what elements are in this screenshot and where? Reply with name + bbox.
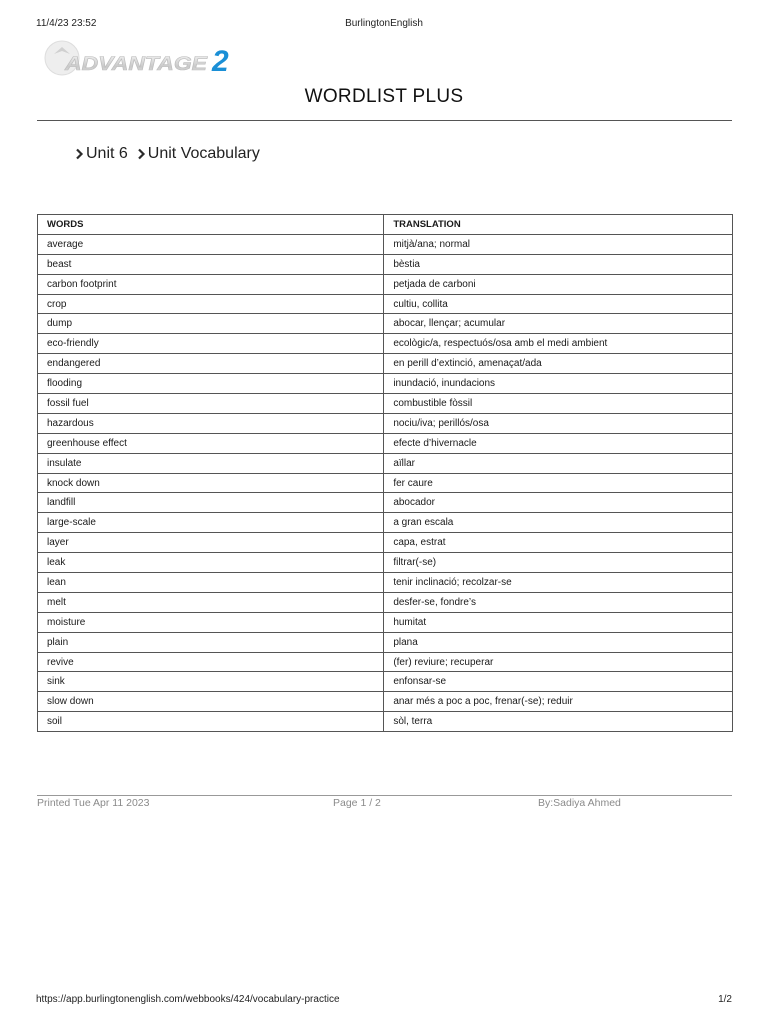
word-cell: leak [38, 553, 384, 573]
column-header-words: WORDS [38, 215, 384, 235]
translation-cell: filtrar(-se) [384, 553, 733, 573]
page-indicator: Page 1 / 2 [333, 797, 381, 809]
word-cell: melt [38, 592, 384, 612]
chevron-right-icon [136, 147, 146, 161]
translation-cell: fer caure [384, 473, 733, 493]
translation-cell: a gran escala [384, 513, 733, 533]
table-body [38, 234, 733, 731]
table-row [38, 652, 733, 672]
word-cell: endangered [38, 354, 384, 374]
word-cell: layer [38, 533, 384, 553]
breadcrumb [74, 145, 268, 163]
translation-cell: (fer) reviure; recuperar [384, 652, 733, 672]
translation-cell: inundació, inundacions [384, 374, 733, 394]
page-count: 1/2 [718, 994, 732, 1005]
table-row [38, 433, 733, 453]
print-url-bar [36, 994, 732, 1008]
table-row [38, 394, 733, 414]
translation-cell: nociu/iva; perillós/osa [384, 413, 733, 433]
word-cell: large-scale [38, 513, 384, 533]
table-header-row [38, 215, 733, 235]
translation-cell: sòl, terra [384, 712, 733, 732]
table-row [38, 294, 733, 314]
translation-cell: efecte d’hivernacle [384, 433, 733, 453]
table-row [38, 712, 733, 732]
table-row [38, 513, 733, 533]
table-row [38, 334, 733, 354]
breadcrumb-item-vocabulary[interactable] [136, 145, 260, 163]
word-cell: landfill [38, 493, 384, 513]
translation-cell: abocar, llençar; acumular [384, 314, 733, 334]
printed-date: Printed Tue Apr 11 2023 [37, 797, 150, 809]
page-url: https://app.burlingtonenglish.com/webbooks/424/vocabulary-practice [36, 994, 340, 1005]
table-row [38, 592, 733, 612]
word-cell: average [38, 234, 384, 254]
table-row [38, 413, 733, 433]
word-cell: moisture [38, 612, 384, 632]
table-row [38, 553, 733, 573]
word-cell: hazardous [38, 413, 384, 433]
logo-number: 2 [212, 45, 229, 78]
translation-cell: enfonsar-se [384, 672, 733, 692]
word-cell: dump [38, 314, 384, 334]
breadcrumb-item-unit[interactable] [74, 145, 128, 163]
word-cell: lean [38, 573, 384, 593]
translation-cell: capa, estrat [384, 533, 733, 553]
word-cell: crop [38, 294, 384, 314]
logo-text: ADVANTAGE [63, 54, 209, 75]
title-divider [37, 120, 732, 121]
footer-divider [37, 795, 732, 796]
page-title: WORDLIST PLUS [304, 86, 464, 107]
printed-by: By:Sadiya Ahmed [538, 797, 621, 809]
table-row [38, 473, 733, 493]
translation-cell: cultiu, collita [384, 294, 733, 314]
translation-cell: anar més a poc a poc, frenar(-se); reduir [384, 692, 733, 712]
table-row [38, 274, 733, 294]
translation-cell: petjada de carboni [384, 274, 733, 294]
table-row [38, 314, 733, 334]
word-cell: flooding [38, 374, 384, 394]
table-row [38, 234, 733, 254]
translation-cell: tenir inclinació; recolzar-se [384, 573, 733, 593]
word-cell: sink [38, 672, 384, 692]
word-cell: slow down [38, 692, 384, 712]
word-cell: insulate [38, 453, 384, 473]
translation-cell: bèstia [384, 254, 733, 274]
table-row [38, 493, 733, 513]
table-row [38, 632, 733, 652]
table-row [38, 453, 733, 473]
word-cell: eco-friendly [38, 334, 384, 354]
table-row [38, 672, 733, 692]
translation-cell: ecològic/a, respectuós/osa amb el medi ambient [384, 334, 733, 354]
breadcrumb-label: Unit 6 [86, 145, 128, 162]
table-row [38, 254, 733, 274]
table-row [38, 533, 733, 553]
word-cell: knock down [38, 473, 384, 493]
table-row [38, 573, 733, 593]
word-cell: soil [38, 712, 384, 732]
print-footer [37, 797, 732, 811]
translation-cell: humitat [384, 612, 733, 632]
print-header [36, 18, 732, 32]
word-cell: revive [38, 652, 384, 672]
word-cell: plain [38, 632, 384, 652]
table-row [38, 692, 733, 712]
word-cell: fossil fuel [38, 394, 384, 414]
translation-cell: aïllar [384, 453, 733, 473]
print-site-name: BurlingtonEnglish [345, 18, 423, 29]
vocabulary-table [37, 214, 733, 732]
word-cell: beast [38, 254, 384, 274]
translation-cell: en perill d’extinció, amenaçat/ada [384, 354, 733, 374]
translation-cell: desfer-se, fondre’s [384, 592, 733, 612]
translation-cell: abocador [384, 493, 733, 513]
word-cell: carbon footprint [38, 274, 384, 294]
word-cell: greenhouse effect [38, 433, 384, 453]
translation-cell: combustible fòssil [384, 394, 733, 414]
column-header-translation: TRANSLATION [384, 215, 733, 235]
translation-cell: plana [384, 632, 733, 652]
table-row [38, 612, 733, 632]
advantage-logo [40, 40, 250, 82]
table-row [38, 354, 733, 374]
chevron-right-icon [74, 147, 84, 161]
table-row [38, 374, 733, 394]
print-datetime: 11/4/23 23:52 [36, 18, 97, 29]
breadcrumb-label: Unit Vocabulary [147, 145, 260, 162]
translation-cell: mitjà/ana; normal [384, 234, 733, 254]
